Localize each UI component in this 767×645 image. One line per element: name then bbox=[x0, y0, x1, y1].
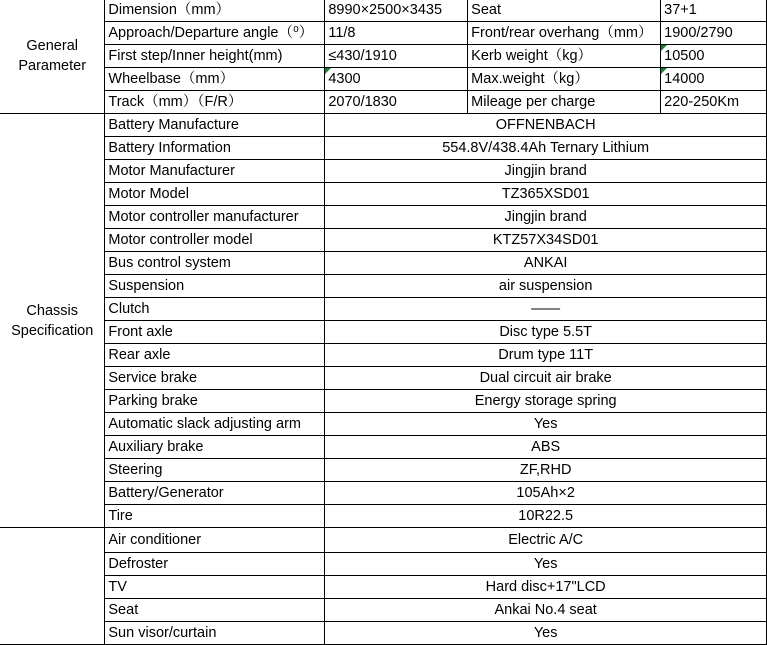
param-label: Front/rear overhang（mm） bbox=[468, 22, 661, 45]
spec-value: OFFNENBACH bbox=[325, 114, 767, 137]
spec-value: 10R22.5 bbox=[325, 505, 767, 528]
spec-label: Service brake bbox=[105, 367, 325, 390]
spec-label: Steering bbox=[105, 459, 325, 482]
spec-label: Front axle bbox=[105, 321, 325, 344]
table-row bbox=[0, 390, 767, 413]
spec-value: Energy storage spring bbox=[325, 390, 767, 413]
param-value: 14000 bbox=[661, 68, 767, 91]
param-label: Track（mm）（F/R） bbox=[105, 91, 325, 114]
spec-value: air suspension bbox=[325, 275, 767, 298]
table-row bbox=[0, 436, 767, 459]
table-row bbox=[0, 45, 767, 68]
table-row bbox=[0, 275, 767, 298]
table-row bbox=[0, 206, 767, 229]
param-value: 37+1 bbox=[661, 0, 767, 22]
spec-value: Yes bbox=[325, 622, 767, 645]
table-row bbox=[0, 298, 767, 321]
spec-label: Battery Manufacture bbox=[105, 114, 325, 137]
table-row bbox=[0, 599, 767, 622]
spec-label: Battery/Generator bbox=[105, 482, 325, 505]
param-value: 4300 bbox=[325, 68, 468, 91]
table-row bbox=[0, 622, 767, 645]
spec-label: Motor Manufacturer bbox=[105, 160, 325, 183]
spec-label: Tire bbox=[105, 505, 325, 528]
param-value: 10500 bbox=[661, 45, 767, 68]
table-row bbox=[0, 344, 767, 367]
spec-label: Suspension bbox=[105, 275, 325, 298]
table-row bbox=[0, 137, 767, 160]
spec-label: Clutch bbox=[105, 298, 325, 321]
spec-label: Parking brake bbox=[105, 390, 325, 413]
table-row bbox=[0, 0, 767, 22]
group-other-label bbox=[0, 528, 105, 645]
spec-value: Jingjin brand bbox=[325, 206, 767, 229]
param-value: 11/8 bbox=[325, 22, 468, 45]
spec-value: Disc type 5.5T bbox=[325, 321, 767, 344]
table-row bbox=[0, 114, 767, 137]
spec-value: Yes bbox=[325, 413, 767, 436]
spec-value: KTZ57X34SD01 bbox=[325, 229, 767, 252]
param-label: Wheelbase（mm） bbox=[105, 68, 325, 91]
spec-label: Defroster bbox=[105, 553, 325, 576]
table-row bbox=[0, 160, 767, 183]
spec-label: Motor Model bbox=[105, 183, 325, 206]
spec-label: Rear axle bbox=[105, 344, 325, 367]
param-label: Max.weight（kg） bbox=[468, 68, 661, 91]
spec-label: Automatic slack adjusting arm bbox=[105, 413, 325, 436]
spec-value: Jingjin brand bbox=[325, 160, 767, 183]
param-value: 220-250Km bbox=[661, 91, 767, 114]
param-label: Seat bbox=[468, 0, 661, 22]
spec-label: Motor controller model bbox=[105, 229, 325, 252]
spec-value: ABS bbox=[325, 436, 767, 459]
table-row bbox=[0, 68, 767, 91]
spec-value: Drum type 11T bbox=[325, 344, 767, 367]
spec-label: Motor controller manufacturer bbox=[105, 206, 325, 229]
table-row bbox=[0, 528, 767, 553]
param-value: 2070/1830 bbox=[325, 91, 468, 114]
spec-value: Ankai No.4 seat bbox=[325, 599, 767, 622]
spec-value: ZF,RHD bbox=[325, 459, 767, 482]
table-row bbox=[0, 553, 767, 576]
param-label: Mileage per charge bbox=[468, 91, 661, 114]
table-row bbox=[0, 367, 767, 390]
spec-value: —— bbox=[325, 298, 767, 321]
spec-label: TV bbox=[105, 576, 325, 599]
spec-label: Sun visor/curtain bbox=[105, 622, 325, 645]
table-row bbox=[0, 22, 767, 45]
table-row bbox=[0, 505, 767, 528]
param-label: First step/Inner height(mm) bbox=[105, 45, 325, 68]
spec-value: Dual circuit air brake bbox=[325, 367, 767, 390]
table-row bbox=[0, 482, 767, 505]
spec-value: 554.8V/438.4Ah Ternary Lithium bbox=[325, 137, 767, 160]
spec-label: Seat bbox=[105, 599, 325, 622]
table-row bbox=[0, 252, 767, 275]
param-value: 8990×2500×3435 bbox=[325, 0, 468, 22]
param-label: Kerb weight（kg） bbox=[468, 45, 661, 68]
spec-value: Electric A/C bbox=[325, 528, 767, 553]
spec-label: Air conditioner bbox=[105, 528, 325, 553]
spec-value: ANKAI bbox=[325, 252, 767, 275]
param-value: ≤430/1910 bbox=[325, 45, 468, 68]
table-row bbox=[0, 321, 767, 344]
spec-label: Bus control system bbox=[105, 252, 325, 275]
spec-value: Hard disc+17"LCD bbox=[325, 576, 767, 599]
spec-label: Auxiliary brake bbox=[105, 436, 325, 459]
param-label: Approach/Departure angle（⁰） bbox=[105, 22, 325, 45]
table-row bbox=[0, 413, 767, 436]
table-row bbox=[0, 459, 767, 482]
spec-value: Yes bbox=[325, 553, 767, 576]
group-chassis-label: Chassis Specification bbox=[0, 114, 105, 528]
table-row bbox=[0, 183, 767, 206]
table-row bbox=[0, 229, 767, 252]
table-row bbox=[0, 576, 767, 599]
group-general-label: General Parameter bbox=[0, 0, 105, 114]
table-row bbox=[0, 91, 767, 114]
spec-label: Battery Information bbox=[105, 137, 325, 160]
spec-value: 105Ah×2 bbox=[325, 482, 767, 505]
param-value: 1900/2790 bbox=[661, 22, 767, 45]
spec-value: TZ365XSD01 bbox=[325, 183, 767, 206]
param-label: Dimension（mm） bbox=[105, 0, 325, 22]
